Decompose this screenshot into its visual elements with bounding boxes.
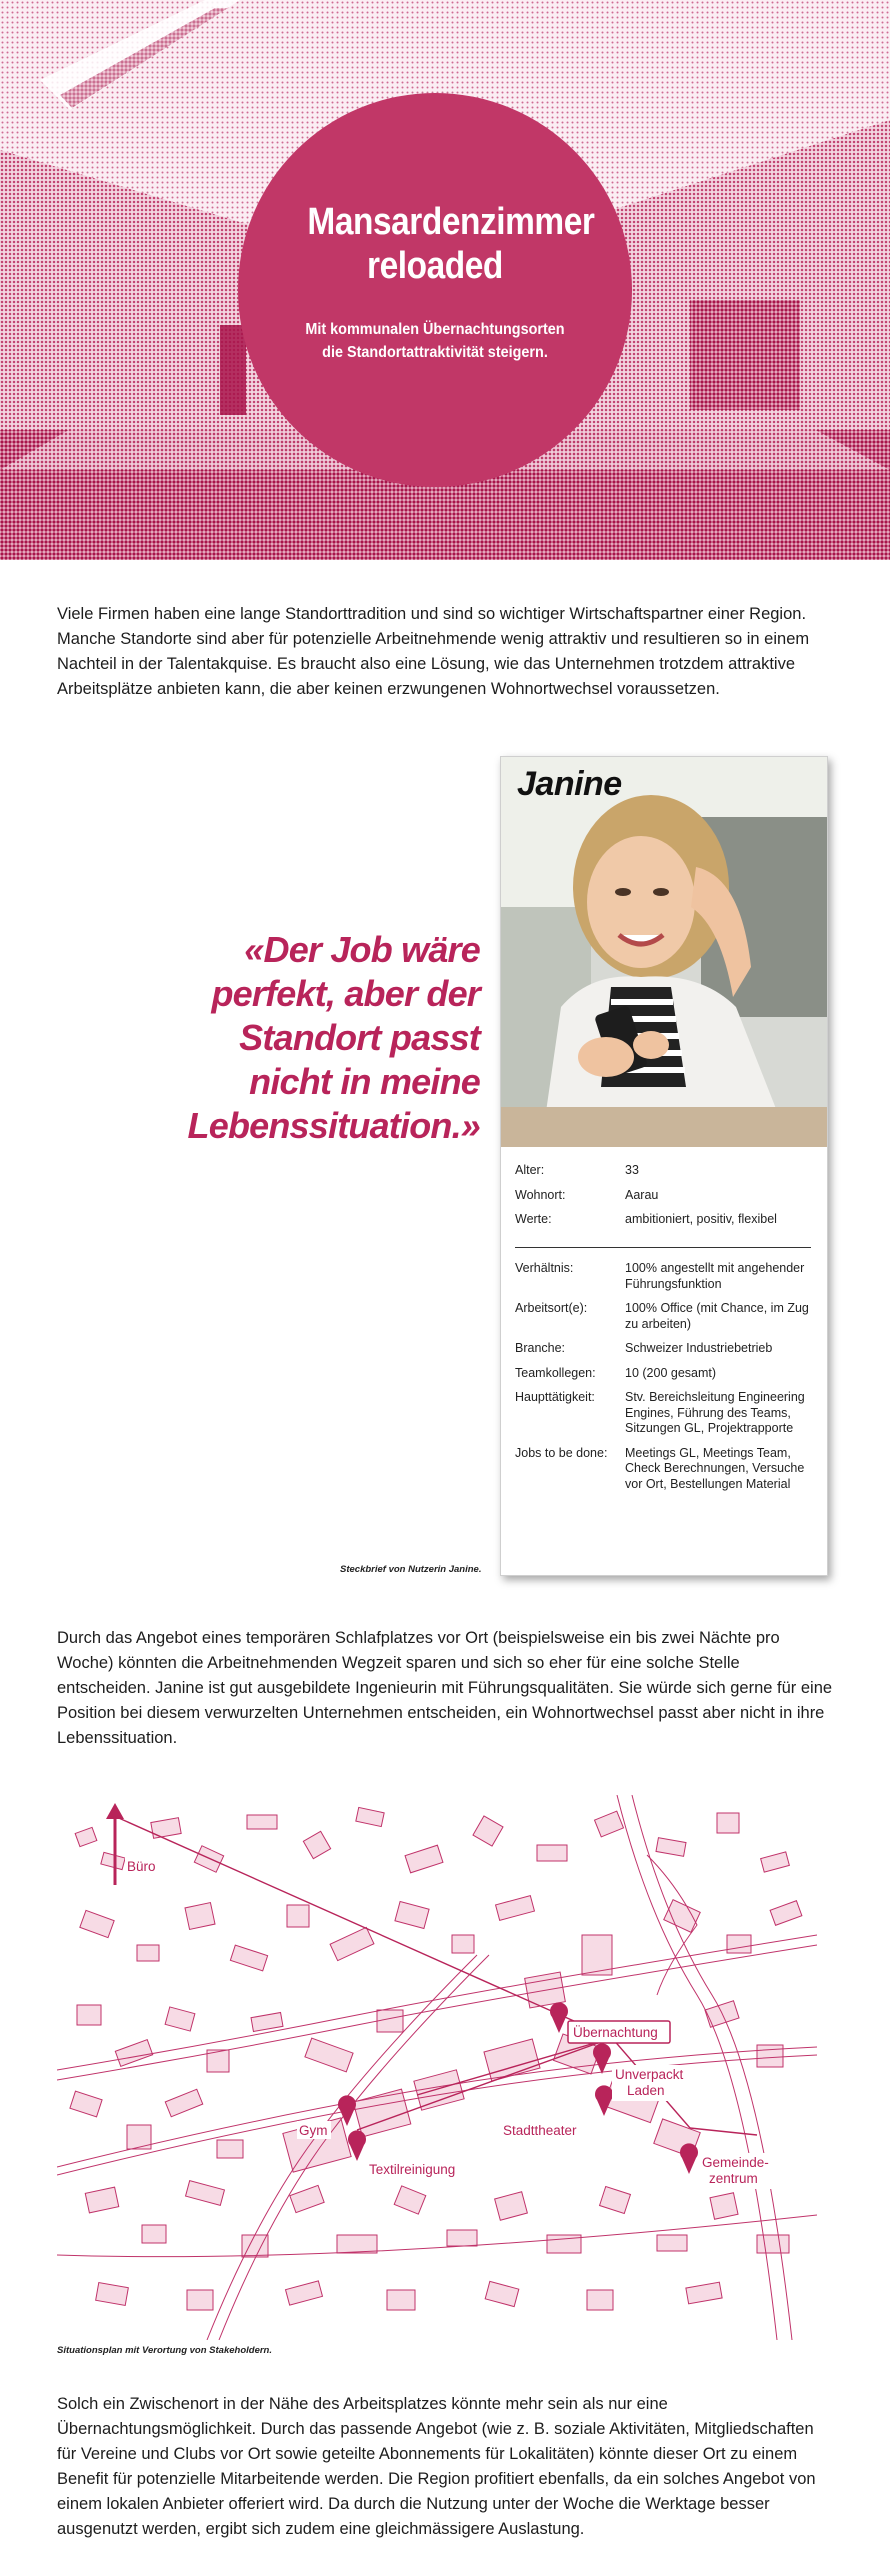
- info-row: Werte: ambitioniert, positiv, flexibel: [515, 1212, 777, 1226]
- intro-paragraph: Viele Firmen haben eine lange Standorttradition und sind so wichtiger Wirtschaftspartner einer Region. Manche Standorte sind aber für potenzielle Arbeitnehmende wenig attraktiv und resultieren so in einem Nachteil in der Talentakquise. Es braucht also eine Lösung, wie das Unternehmen trotzdem attraktive Arbeitsplätze anbieten kann, die aber keinen erzwungenen Wohnortwechsel voraussetzen.: [57, 605, 810, 698]
- map-label-textilreinigung: Textilreinigung: [369, 2162, 456, 2177]
- map-label-stadttheater: Stadttheater: [503, 2123, 577, 2138]
- hero-banner: [0, 0, 890, 560]
- map-label-gemeinde: Gemeinde-: [702, 2155, 769, 2170]
- hero-title: Mansardenzimmer reloaded: [307, 201, 595, 287]
- persona-basic-info: [515, 1163, 815, 1237]
- persona-name: Janine: [517, 765, 622, 803]
- map-label-unverpackt: Unverpackt: [615, 2067, 684, 2082]
- persona-details: [515, 1261, 815, 1501]
- profile-caption: Steckbrief von Nutzerin Janine.: [340, 1564, 482, 1575]
- situation-map: [57, 1795, 817, 2340]
- map-label-laden: Laden: [627, 2083, 665, 2098]
- map-label-zentrum: zentrum: [709, 2171, 758, 2186]
- hero-subtitle: Mit kommunalen Übernachtungsorten die Standortattraktivität steigern.: [305, 321, 565, 361]
- info-row: Haupttätigkeit: Stv. Bereichsleitung Engineering Engines, Führung des Teams, Sitzungen GL, Projektrapporte: [515, 1390, 805, 1435]
- info-row: Alter: 33: [515, 1163, 639, 1177]
- persona-card: [500, 756, 828, 1576]
- info-row: Arbeitsort(e): 100% Office (mit Chance, im Zug zu arbeiten): [515, 1301, 809, 1331]
- persona-photo: [501, 757, 827, 1147]
- pin-uebernachtung-icon: [550, 2002, 568, 2033]
- body-paragraph-2: Durch das Angebot eines temporären Schlafplatzes vor Ort (beispielsweise ein bis zwei Nächte pro Woche) könnten die Arbeitnehmenden Wegzeit sparen und sich so eher für eine solche Stelle entscheiden. Janine ist gut ausgebildete Ingenieurin mit Führungsqualitäten. Sie würde sich gerne für eine Position bei diesem verwurzelten Unternehmen entscheiden, ein Wohnortwechsel passt aber nicht in ihre Lebenssituation.: [57, 1629, 833, 1747]
- pin-gemeindezentrum-icon: [680, 2143, 698, 2174]
- pull-quote: «Der Job wäre perfekt, aber der Standort passt nicht in meine Lebenssituation.»: [187, 929, 480, 1146]
- map-label-gym: Gym: [299, 2123, 328, 2138]
- pin-unverpackt-icon: [593, 2043, 611, 2074]
- map-label-buero: Büro: [127, 1859, 156, 1874]
- info-row: Teamkollegen: 10 (200 gesamt): [515, 1365, 717, 1380]
- map-caption: Situationsplan mit Verortung von Stakeholdern.: [57, 2345, 273, 2356]
- pin-stadttheater-icon: [595, 2085, 613, 2116]
- info-row: Verhältnis: 100% angestellt mit angehender Führungsfunktion: [515, 1261, 805, 1291]
- info-row: Wohnort: Aarau: [515, 1187, 659, 1202]
- body-paragraph-3: Solch ein Zwischenort in der Nähe des Arbeitsplatzes könnte mehr sein als nur eine Übernachtungsmöglichkeit. Durch das passende Angebot (wie z. B. soziale Aktivitäten, Mitgliedschaften für Vereine und Clubs vor Ort sowie geteilte Abonnements für Lokalitäten) könnte dieser Ort zu einem Benefit für potenzielle Mitarbeitende werden. Die Region profitiert ebenfalls, da ein solches Angebot von einem lokalen Anbieter offeriert wird. Da durch die Nutzung unter der Woche die Werktage besser ausgenutzt werden, ergibt sich zudem eine gleichmässigere Auslastung.: [57, 2395, 816, 2538]
- divider: [515, 1247, 811, 1248]
- north-arrow-icon: [106, 1803, 124, 1885]
- map-label-uebernachtung: Übernachtung: [573, 2025, 658, 2040]
- info-row: Branche: Schweizer Industriebetrieb: [515, 1341, 773, 1355]
- info-row: Jobs to be done: Meetings GL, Meetings Team, Check Berechnungen, Versuche vor Ort, Bestellungen Material: [515, 1445, 805, 1491]
